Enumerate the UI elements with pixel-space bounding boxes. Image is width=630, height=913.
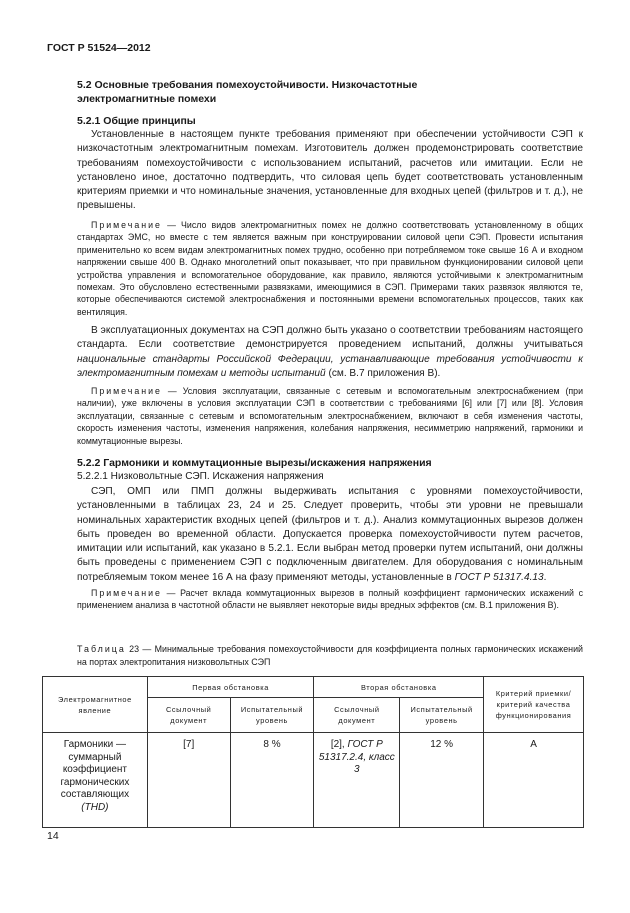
cell-env2-ref — [314, 733, 400, 828]
table-row — [43, 733, 584, 828]
cell-env2-ref-b: ГОСТ Р 51317.2.4, класс 3 — [318, 739, 395, 775]
section-5-2-2-heading — [77, 456, 583, 484]
note1-paragraph — [77, 219, 583, 318]
section-5-2-2-1-subtitle: 5.2.2.1 Низковольтные СЭП. Искажения напряжения — [77, 471, 324, 482]
para-5222-text-italic: ГОСТ Р 51317.4.13 — [454, 571, 544, 583]
cell-phenomenon-text: Гармоники — суммарный коэффициент гармонических составляющих — [60, 739, 130, 800]
table-header-row-1 — [43, 677, 584, 698]
para2-paragraph — [77, 324, 583, 381]
note1-label: Примечание — [91, 220, 162, 230]
section-5-2-2-para — [77, 485, 583, 585]
section-5-2-2-title: 5.2.2 Гармоники и коммутационные вырезы/искажения напряжения — [77, 457, 432, 469]
table-23-caption — [77, 643, 583, 668]
note1 — [77, 219, 583, 318]
note3 — [77, 587, 583, 612]
cell-env1-level: 8 % — [230, 733, 314, 828]
note1-text: — Число видов электромагнитных помех не должно соответствовать установленному в общих стандартах ЭМС, но вместе с тем является важным при конструировании силовой цепи СЭП. Провести испытания применительно ко всем видам электромагнитных помех трудно, особенно при потребляемом токе свыше 16 А и входном напряжении свыше 400 В. Однако многолетний опыт показывает, что при правильном функционировании силовой цепи устройства управления и вспомогательное оборудование, как правило, являются устойчивыми к электромагнитным помехам. Это обусловлено естественными развязками, имеющимися в СЭП. Примерами таких развязок являются те, которые обеспечиваются системой электроснабжения и постоянными времени вспомогательных процессов, таких как вентиляция. — [77, 220, 583, 317]
cell-criterion: А — [484, 733, 584, 828]
para-5222-text-a: СЭП, ОМП или ПМП должны выдерживать испытания с уровнями помехоустойчивости, установленными в таблицах 23, 24 и 25. Следует проверить, чтобы эти уровни не превышали номинальных характеристик входных цепей (фильтров и т. д.). Анализ коммутационных вырезов должен быть проведен во временной области. Допускается проверка помехоустойчивости путем расчетов, имитации или испытаний, как указано в 5.2.1. Если выбран метод проверки путем испытаний, они должны быть проведены с применением СЭП с подключенным двигателем. Для оборудования с номинальным потребляемым током менее 16 А на фазу применяют методы, установленные в — [77, 486, 583, 583]
section-5-2-heading — [77, 78, 583, 106]
th-phenomenon: Электромагнитное явление — [43, 677, 148, 733]
th-env1: Первая обстановка — [147, 677, 314, 698]
table-caption-text: 23 — Минимальные требования помехоустойчивости для коэффициента полных гармонических искажений на портах электропитания низковольтных СЭП — [77, 644, 583, 667]
section-5-2-1-title — [77, 114, 583, 128]
section-5-2-2-paragraph — [77, 485, 583, 585]
page-number: 14 — [47, 830, 59, 842]
note3-label: Примечание — [91, 588, 162, 598]
th-criterion: Критерий приемки/ критерий качества функционирования — [484, 677, 584, 733]
section-5-2-title-line2: электромагнитные помехи — [77, 93, 217, 105]
standard-header: ГОСТ Р 51524—2012 — [47, 42, 151, 54]
cell-env2-level: 12 % — [400, 733, 484, 828]
section-5-2-1-title-text: 5.2.1 Общие принципы — [77, 115, 196, 127]
note3-text: — Расчет вклада коммутационных вырезов в полный коэффициент гармонических искажений с применением анализа в частотной области не выявляет некоторые виды вредных эффектов (см. В.1 приложения В). — [77, 588, 583, 611]
note2 — [77, 385, 583, 447]
th-env2-ref: Ссылочный документ — [314, 698, 400, 733]
para-5222-text-c: . — [543, 571, 547, 583]
section-5-2-1-para2 — [77, 324, 583, 381]
th-env2: Вторая обстановка — [314, 677, 484, 698]
cell-phenomenon-abbr: (THD) — [81, 801, 109, 813]
table-label: Таблица — [77, 644, 126, 654]
table-23 — [42, 676, 584, 828]
th-env2-level: Испытательный уровень — [400, 698, 484, 733]
note2-paragraph — [77, 385, 583, 447]
cell-phenomenon — [43, 733, 148, 828]
para1-text: Установленные в настоящем пункте требования применяют при обеспечении устойчивости СЭП к низкочастотным электромагнитным помехам. Изготовитель должен продемонстрировать соответствие требованиям помехоустойчивости с использованием испытаний, расчетов или имитации. Если не установлено иное, достаточно подтвердить, что силовая цепь будет соответствовать установленным критериям приемки и что номинальные значения, установленные для входных цепей (фильтров и т. д.), не превышены. — [77, 129, 583, 212]
section-5-2-title-line1: 5.2 Основные требования помехоустойчивости. Низкочастотные — [77, 79, 418, 91]
note3-paragraph — [77, 587, 583, 612]
cell-env1-ref: [7] — [147, 733, 230, 828]
th-env1-level: Испытательный уровень — [230, 698, 314, 733]
para2-text-a: В эксплуатационных документах на СЭП должно быть указано о соответствии требованиям настоящего стандарта. Если соответствие демонстрируется проведением испытаний, должны учитываться — [77, 325, 583, 351]
para2-text-italic: национальные стандарты Российской Федерации, устанавливающие требования устойчивости к электромагнитным помехам и методы испытаний — [77, 353, 583, 379]
th-env1-ref: Ссылочный документ — [147, 698, 230, 733]
cell-env2-ref-a: [2], — [330, 739, 348, 750]
section-5-2-1-para1 — [77, 128, 583, 214]
para2-text-c: (см. В.7 приложения В). — [325, 367, 441, 379]
note2-text: — Условия эксплуатации, связанные с сетевым и вспомогательным электроснабжением (при наличии), уже включены в условия эксплуатации СЭП в соответствии с требованиями [6] или [7] или [8]. Условия эксплуатации, связанные с сетевым и вспомогательным электроснабжением, включают в себя изменения частоты, скорость изменения частоты, изменения напряжения, колебания напряжения, несимметрию напряжений, гармоники и коммутационные вырезы. — [77, 386, 583, 446]
note2-label: Примечание — [91, 386, 162, 396]
